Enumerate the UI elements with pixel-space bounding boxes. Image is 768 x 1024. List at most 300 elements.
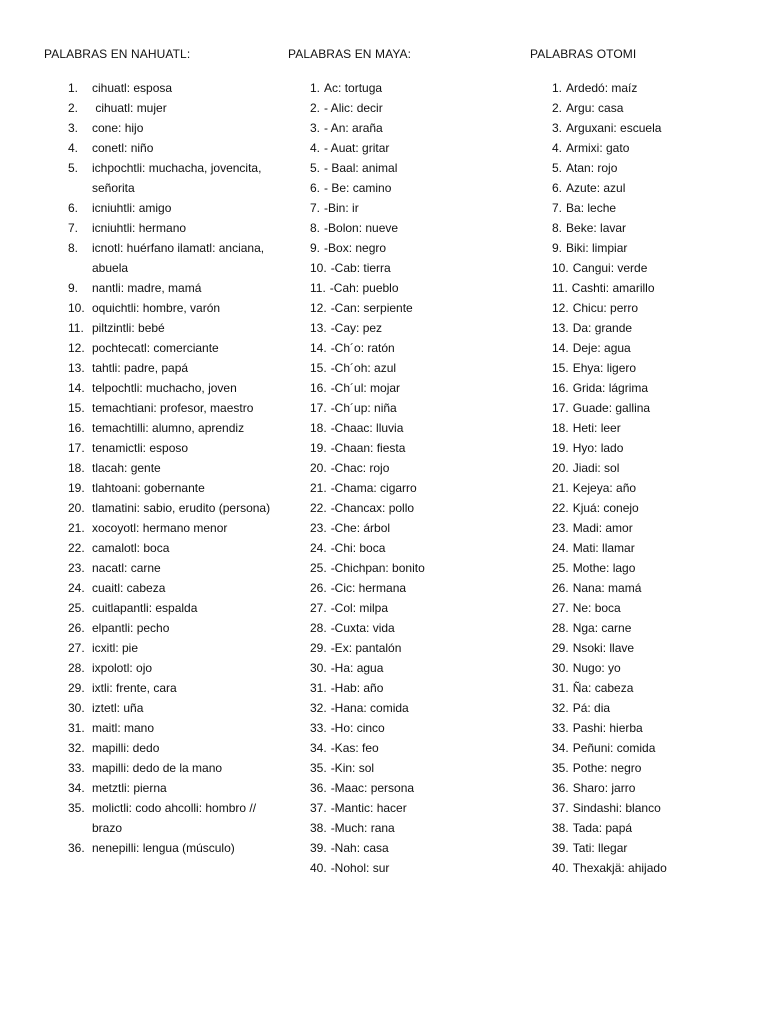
nahuatl-list-item <box>68 198 274 218</box>
item-number: 30. <box>552 661 569 675</box>
item-text: Armixi: gato <box>566 141 630 155</box>
otomi-list-item <box>552 538 750 558</box>
item-text: Nsoki: llave <box>572 641 635 655</box>
item-text: cuitlapantli: espalda <box>92 601 198 615</box>
item-text: Jiadi: sol <box>572 461 620 475</box>
item-text: -Chi: boca <box>330 541 386 555</box>
maya-list-item <box>310 578 508 598</box>
item-text: Beke: lavar <box>566 221 627 235</box>
item-text: -Chac: rojo <box>330 461 390 475</box>
item-number: 9. <box>310 241 321 255</box>
item-number: 12. <box>310 301 327 315</box>
item-number: 8. <box>552 221 563 235</box>
otomi-list-item <box>552 118 750 138</box>
item-text: Mothe: lago <box>572 561 636 575</box>
nahuatl-list-item <box>68 98 274 118</box>
item-text: -Chama: cigarro <box>330 481 417 495</box>
item-number: 29. <box>68 681 85 695</box>
item-text: -Ho: cinco <box>330 721 385 735</box>
item-number: 8. <box>310 221 321 235</box>
maya-list-item <box>310 778 508 798</box>
item-text: nantli: madre, mamá <box>92 281 202 295</box>
item-text: Ehya: ligero <box>572 361 637 375</box>
item-text: -Col: milpa <box>330 601 389 615</box>
item-text: -Mantic: hacer <box>330 801 407 815</box>
item-text: xocoyotl: hermano menor <box>92 521 228 535</box>
item-number: 4. <box>68 141 79 155</box>
item-number: 36. <box>310 781 327 795</box>
item-text: mapilli: dedo <box>92 741 160 755</box>
item-number: 24. <box>310 541 327 555</box>
nahuatl-list-item <box>68 778 274 798</box>
item-text: -Cab: tierra <box>330 261 391 275</box>
otomi-list-item <box>552 818 750 838</box>
item-text: -Much: rana <box>330 821 395 835</box>
item-text: conetl: niño <box>92 141 154 155</box>
maya-list-item <box>310 698 508 718</box>
nahuatl-list-item <box>68 478 274 498</box>
nahuatl-column <box>44 46 274 858</box>
nahuatl-list-item <box>68 838 274 858</box>
item-text: - Be: camino <box>324 181 392 195</box>
item-number: 4. <box>310 141 321 155</box>
item-text: temachtilli: alumno, aprendiz <box>92 421 245 435</box>
item-number: 40. <box>310 861 327 875</box>
maya-list-item <box>310 498 508 518</box>
maya-list-item <box>310 438 508 458</box>
item-number: 1. <box>310 81 321 95</box>
item-text: Kjuá: conejo <box>572 501 639 515</box>
item-text: -Kas: feo <box>330 741 379 755</box>
item-text: - Alic: decir <box>324 101 383 115</box>
item-number: 9. <box>552 241 563 255</box>
item-number: 18. <box>310 421 327 435</box>
item-number: 8. <box>68 241 79 255</box>
otomi-list-item <box>552 418 750 438</box>
item-text: Ardedó: maíz <box>566 81 638 95</box>
item-text: Pashi: hierba <box>572 721 643 735</box>
item-number: 37. <box>310 801 327 815</box>
otomi-list-item <box>552 318 750 338</box>
item-number: 30. <box>310 661 327 675</box>
item-text: - Baal: animal <box>324 161 398 175</box>
otomi-list-item <box>552 178 750 198</box>
maya-list-item <box>310 598 508 618</box>
item-number: 17. <box>552 401 569 415</box>
item-number: 7. <box>68 221 79 235</box>
item-text: ichpochtli: muchacha, jovencita, señorita <box>92 161 262 195</box>
nahuatl-list-item <box>68 158 274 198</box>
item-number: 5. <box>310 161 321 175</box>
item-text: Arguxani: escuela <box>566 121 662 135</box>
item-number: 14. <box>552 341 569 355</box>
item-number: 23. <box>68 561 85 575</box>
item-number: 1. <box>68 81 79 95</box>
item-text: cuaitl: cabeza <box>92 581 166 595</box>
item-text: ixpolotl: ojo <box>92 661 153 675</box>
maya-list-item <box>310 298 508 318</box>
nahuatl-list-item <box>68 718 274 738</box>
item-text: Chicu: perro <box>572 301 639 315</box>
item-text: Tati: llegar <box>572 841 628 855</box>
item-number: 34. <box>68 781 85 795</box>
item-text: Ac: tortuga <box>324 81 383 95</box>
item-text: Nga: carne <box>572 621 632 635</box>
item-text: Guade: gallina <box>572 401 651 415</box>
item-number: 9. <box>68 281 79 295</box>
nahuatl-list-item <box>68 678 274 698</box>
item-text: nenepilli: lengua (músculo) <box>92 841 235 855</box>
item-number: 5. <box>552 161 563 175</box>
item-number: 27. <box>68 641 85 655</box>
maya-list-item <box>310 618 508 638</box>
item-number: 27. <box>310 601 327 615</box>
maya-list-item <box>310 418 508 438</box>
maya-list-item <box>310 358 508 378</box>
item-text: camalotl: boca <box>92 541 170 555</box>
item-text: cone: hijo <box>92 121 144 135</box>
maya-list-item <box>310 858 508 878</box>
item-number: 28. <box>552 621 569 635</box>
item-number: 28. <box>68 661 85 675</box>
item-number: 35. <box>68 801 85 815</box>
item-number: 18. <box>552 421 569 435</box>
nahuatl-list-item <box>68 318 274 338</box>
item-text: iztetl: uña <box>92 701 144 715</box>
item-text: cihuatl: esposa <box>92 81 173 95</box>
item-number: 23. <box>310 521 327 535</box>
item-number: 12. <box>552 301 569 315</box>
item-number: 22. <box>552 501 569 515</box>
item-number: 17. <box>310 401 327 415</box>
otomi-list-item <box>552 558 750 578</box>
item-number: 14. <box>68 381 85 395</box>
item-text: telpochtli: muchacho, joven <box>92 381 237 395</box>
nahuatl-list-item <box>68 498 274 518</box>
otomi-list-item <box>552 478 750 498</box>
item-text: Nana: mamá <box>572 581 642 595</box>
item-text: -Cuxta: vida <box>330 621 395 635</box>
item-text: Peñuni: comida <box>572 741 656 755</box>
otomi-list-item <box>552 198 750 218</box>
item-text: -Ch´up: niña <box>330 401 397 415</box>
item-number: 38. <box>552 821 569 835</box>
otomi-list-item <box>552 458 750 478</box>
item-text: Argu: casa <box>566 101 624 115</box>
item-number: 38. <box>310 821 327 835</box>
item-number: 25. <box>68 601 85 615</box>
otomi-list-item <box>552 638 750 658</box>
item-text: -Hab: año <box>330 681 384 695</box>
maya-list-item <box>310 558 508 578</box>
item-number: 22. <box>310 501 327 515</box>
otomi-list-item <box>552 98 750 118</box>
item-text: -Ch´o: ratón <box>330 341 395 355</box>
otomi-list-item <box>552 678 750 698</box>
item-text: -Ex: pantalón <box>330 641 402 655</box>
maya-list-item <box>310 258 508 278</box>
item-text: -Nohol: sur <box>330 861 390 875</box>
otomi-list-item <box>552 398 750 418</box>
item-number: 10. <box>68 301 85 315</box>
item-text: -Ha: agua <box>330 661 384 675</box>
item-number: 7. <box>310 201 321 215</box>
item-number: 13. <box>310 321 327 335</box>
item-number: 16. <box>552 381 569 395</box>
item-number: 21. <box>68 521 85 535</box>
item-number: 20. <box>68 501 85 515</box>
item-text: -Can: serpiente <box>330 301 413 315</box>
item-number: 15. <box>552 361 569 375</box>
item-number: 21. <box>552 481 569 495</box>
item-number: 19. <box>552 441 569 455</box>
maya-list-item <box>310 518 508 538</box>
nahuatl-list-item <box>68 618 274 638</box>
maya-list-item <box>310 318 508 338</box>
item-number: 33. <box>68 761 85 775</box>
nahuatl-word-list <box>44 78 274 858</box>
otomi-list-item <box>552 838 750 858</box>
item-text: - An: araña <box>324 121 383 135</box>
item-text: -Box: negro <box>324 241 387 255</box>
item-number: 20. <box>310 461 327 475</box>
maya-list-item <box>310 278 508 298</box>
maya-list-item <box>310 538 508 558</box>
item-number: 40. <box>552 861 569 875</box>
otomi-list-item <box>552 498 750 518</box>
item-number: 13. <box>552 321 569 335</box>
item-number: 11. <box>310 281 326 295</box>
item-number: 3. <box>68 121 79 135</box>
item-number: 32. <box>310 701 327 715</box>
maya-list-item <box>310 118 508 138</box>
maya-list-item <box>310 658 508 678</box>
item-number: 31. <box>552 681 569 695</box>
item-text: Ña: cabeza <box>572 681 634 695</box>
item-number: 3. <box>552 121 563 135</box>
item-text: tlamatini: sabio, erudito (persona) <box>92 501 271 515</box>
item-number: 1. <box>552 81 563 95</box>
otomi-list-item <box>552 738 750 758</box>
maya-list-item <box>310 158 508 178</box>
item-text: elpantli: pecho <box>92 621 170 635</box>
item-number: 27. <box>552 601 569 615</box>
item-number: 2. <box>552 101 563 115</box>
nahuatl-list-item <box>68 598 274 618</box>
item-text: -Chaac: lluvia <box>330 421 404 435</box>
item-number: 31. <box>310 681 327 695</box>
item-text: -Ch´ul: mojar <box>330 381 401 395</box>
item-number: 29. <box>310 641 327 655</box>
item-number: 16. <box>68 421 85 435</box>
item-number: 33. <box>552 721 569 735</box>
item-text: cihuatl: mujer <box>92 101 167 115</box>
item-text: Tada: papá <box>572 821 633 835</box>
item-number: 11. <box>552 281 568 295</box>
maya-list-item <box>310 398 508 418</box>
maya-list-item <box>310 198 508 218</box>
otomi-list-item <box>552 578 750 598</box>
item-text: -Bin: ir <box>324 201 359 215</box>
item-text: piltzintli: bebé <box>92 321 165 335</box>
maya-list-item <box>310 718 508 738</box>
item-text: -Hana: comida <box>330 701 409 715</box>
maya-list-item <box>310 478 508 498</box>
item-number: 19. <box>68 481 85 495</box>
maya-list-item <box>310 238 508 258</box>
item-number: 14. <box>310 341 327 355</box>
otomi-list-item <box>552 798 750 818</box>
item-text: tlahtoani: gobernante <box>92 481 205 495</box>
otomi-list-item <box>552 218 750 238</box>
maya-list-item <box>310 378 508 398</box>
nahuatl-list-item <box>68 118 274 138</box>
otomi-list-item <box>552 618 750 638</box>
item-text: Kejeya: año <box>572 481 637 495</box>
otomi-list-item <box>552 238 750 258</box>
item-text: -Chaan: fiesta <box>330 441 406 455</box>
otomi-word-list <box>530 78 750 878</box>
item-number: 36. <box>68 841 85 855</box>
maya-list-item <box>310 78 508 98</box>
nahuatl-list-item <box>68 558 274 578</box>
item-number: 32. <box>68 741 85 755</box>
item-text: Pá: dia <box>572 701 611 715</box>
otomi-list-item <box>552 658 750 678</box>
item-text: Atan: rojo <box>566 161 618 175</box>
item-number: 26. <box>68 621 85 635</box>
item-number: 19. <box>310 441 327 455</box>
nahuatl-list-item <box>68 658 274 678</box>
maya-list-item <box>310 138 508 158</box>
nahuatl-list-item <box>68 378 274 398</box>
item-number: 17. <box>68 441 85 455</box>
item-text: Azute: azul <box>566 181 626 195</box>
item-text: -Kin: sol <box>330 761 375 775</box>
nahuatl-list-item <box>68 758 274 778</box>
item-number: 15. <box>310 361 327 375</box>
item-text: Heti: leer <box>572 421 621 435</box>
item-number: 23. <box>552 521 569 535</box>
item-text: -Cah: pueblo <box>329 281 399 295</box>
item-number: 26. <box>310 581 327 595</box>
nahuatl-list-item <box>68 358 274 378</box>
item-text: Ba: leche <box>566 201 617 215</box>
otomi-list-item <box>552 778 750 798</box>
item-text: icniuhtli: hermano <box>92 221 187 235</box>
otomi-list-item <box>552 298 750 318</box>
nahuatl-list-item <box>68 78 274 98</box>
item-number: 20. <box>552 461 569 475</box>
item-number: 11. <box>68 321 84 335</box>
item-text: icxitl: pie <box>92 641 139 655</box>
item-text: tlacah: gente <box>92 461 161 475</box>
item-number: 7. <box>552 201 563 215</box>
item-text: oquichtli: hombre, varón <box>92 301 221 315</box>
item-number: 16. <box>310 381 327 395</box>
item-text: Madi: amor <box>572 521 633 535</box>
maya-list-item <box>310 178 508 198</box>
item-text: molictli: codo ahcolli: hombro // brazo <box>92 801 257 835</box>
item-number: 13. <box>68 361 85 375</box>
item-text: -Chichpan: bonito <box>330 561 425 575</box>
item-number: 31. <box>68 721 85 735</box>
item-number: 15. <box>68 401 85 415</box>
item-text: mapilli: dedo de la mano <box>92 761 223 775</box>
nahuatl-title: PALABRAS EN NAHUATL: <box>44 47 191 61</box>
otomi-list-item <box>552 258 750 278</box>
otomi-list-item <box>552 378 750 398</box>
item-text: Sindashi: blanco <box>572 801 661 815</box>
maya-list-item <box>310 338 508 358</box>
item-number: 37. <box>552 801 569 815</box>
item-text: Biki: limpiar <box>566 241 628 255</box>
item-text: icniuhtli: amigo <box>92 201 172 215</box>
item-number: 6. <box>68 201 79 215</box>
item-number: 5. <box>68 161 79 175</box>
maya-list-item <box>310 458 508 478</box>
nahuatl-list-item <box>68 338 274 358</box>
item-text: temachtiani: profesor, maestro <box>92 401 254 415</box>
otomi-list-item <box>552 278 750 298</box>
item-text: nacatl: carne <box>92 561 161 575</box>
item-number: 33. <box>310 721 327 735</box>
nahuatl-list-item <box>68 298 274 318</box>
maya-list-item <box>310 638 508 658</box>
item-text: -Ch´oh: azul <box>330 361 397 375</box>
item-text: Ne: boca <box>572 601 621 615</box>
item-text: tenamictli: esposo <box>92 441 189 455</box>
nahuatl-list-item <box>68 218 274 238</box>
nahuatl-list-item <box>68 418 274 438</box>
nahuatl-list-item <box>68 438 274 458</box>
item-text: icnotl: huérfano ilamatl: anciana, abuela <box>92 241 265 275</box>
item-text: Sharo: jarro <box>572 781 636 795</box>
maya-list-item <box>310 838 508 858</box>
item-number: 39. <box>310 841 327 855</box>
item-text: Mati: llamar <box>572 541 635 555</box>
item-number: 4. <box>552 141 563 155</box>
item-number: 28. <box>310 621 327 635</box>
item-number: 3. <box>310 121 321 135</box>
item-number: 30. <box>68 701 85 715</box>
item-number: 24. <box>552 541 569 555</box>
item-text: tahtli: padre, papá <box>92 361 189 375</box>
item-number: 32. <box>552 701 569 715</box>
item-number: 12. <box>68 341 85 355</box>
otomi-list-item <box>552 518 750 538</box>
item-text: - Auat: gritar <box>324 141 390 155</box>
item-number: 6. <box>552 181 563 195</box>
item-text: ixtli: frente, cara <box>92 681 177 695</box>
nahuatl-list-item <box>68 578 274 598</box>
otomi-list-item <box>552 358 750 378</box>
item-number: 2. <box>68 101 79 115</box>
item-number: 24. <box>68 581 85 595</box>
otomi-list-item <box>552 338 750 358</box>
otomi-list-item <box>552 718 750 738</box>
item-text: -Cay: pez <box>330 321 383 335</box>
item-text: maitl: mano <box>92 721 155 735</box>
nahuatl-list-item <box>68 398 274 418</box>
nahuatl-list-item <box>68 518 274 538</box>
item-number: 35. <box>552 761 569 775</box>
item-number: 22. <box>68 541 85 555</box>
item-text: -Che: árbol <box>330 521 391 535</box>
otomi-list-item <box>552 158 750 178</box>
nahuatl-list-item <box>68 698 274 718</box>
item-number: 6. <box>310 181 321 195</box>
